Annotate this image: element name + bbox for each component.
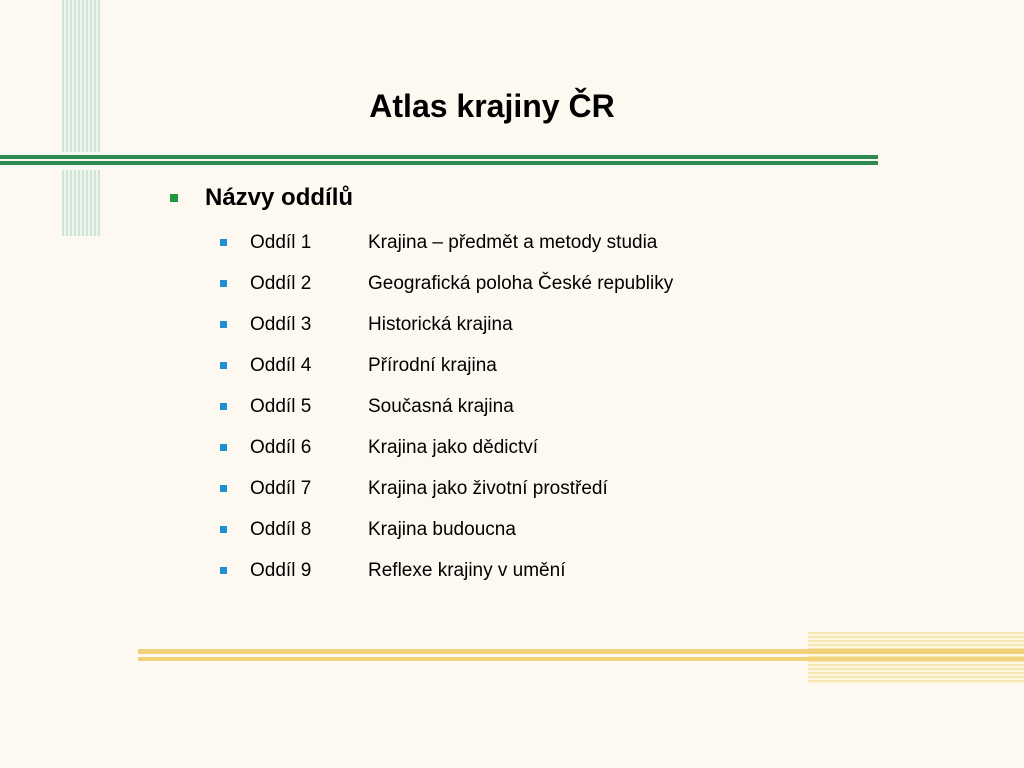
slide-title: Atlas krajiny ČR: [369, 88, 615, 124]
item-text: Krajina budoucna: [368, 518, 516, 540]
list-item: [220, 550, 673, 591]
item-label: Oddíl 5: [250, 395, 312, 417]
square-bullet-icon: [220, 321, 227, 328]
section-list: [170, 180, 673, 591]
square-bullet-icon: [220, 567, 227, 574]
bottom-divider: [138, 649, 1024, 663]
square-bullet-icon: [220, 526, 227, 533]
item-label: Oddíl 2: [250, 272, 312, 294]
list-item: [220, 468, 673, 509]
list-item: [220, 222, 673, 263]
square-bullet-icon: [220, 239, 227, 246]
item-text: Geografická poloha České republiky: [368, 272, 674, 294]
item-text: Krajina – předmět a metody studia: [368, 231, 658, 253]
item-label: Oddíl 6: [250, 436, 312, 458]
square-bullet-icon: [220, 403, 227, 410]
square-bullet-icon: [220, 485, 227, 492]
item-label: Oddíl 3: [250, 313, 312, 335]
item-list: [170, 222, 673, 591]
square-bullet-icon: [220, 444, 227, 451]
list-item: [220, 304, 673, 345]
item-label: Oddíl 1: [250, 231, 312, 253]
title-divider: [0, 155, 878, 166]
item-label: Oddíl 8: [250, 518, 312, 540]
square-bullet-icon: [170, 194, 178, 202]
item-text: Reflexe krajiny v umění: [368, 559, 566, 581]
square-bullet-icon: [220, 280, 227, 287]
item-text: Současná krajina: [368, 395, 514, 417]
list-item: [220, 509, 673, 550]
square-bullet-icon: [220, 362, 227, 369]
list-item: [220, 427, 673, 468]
item-text: Historická krajina: [368, 313, 513, 335]
item-text: Krajina jako životní prostředí: [368, 477, 608, 499]
section-title: Názvy oddílů: [205, 184, 354, 211]
item-text: Krajina jako dědictví: [368, 436, 539, 458]
item-text: Přírodní krajina: [368, 354, 497, 376]
section-heading: [170, 180, 673, 216]
item-label: Oddíl 7: [250, 477, 312, 499]
list-item: [220, 345, 673, 386]
list-item: [220, 263, 673, 304]
item-label: Oddíl 4: [250, 354, 312, 376]
item-label: Oddíl 9: [250, 559, 312, 581]
list-item: [220, 386, 673, 427]
